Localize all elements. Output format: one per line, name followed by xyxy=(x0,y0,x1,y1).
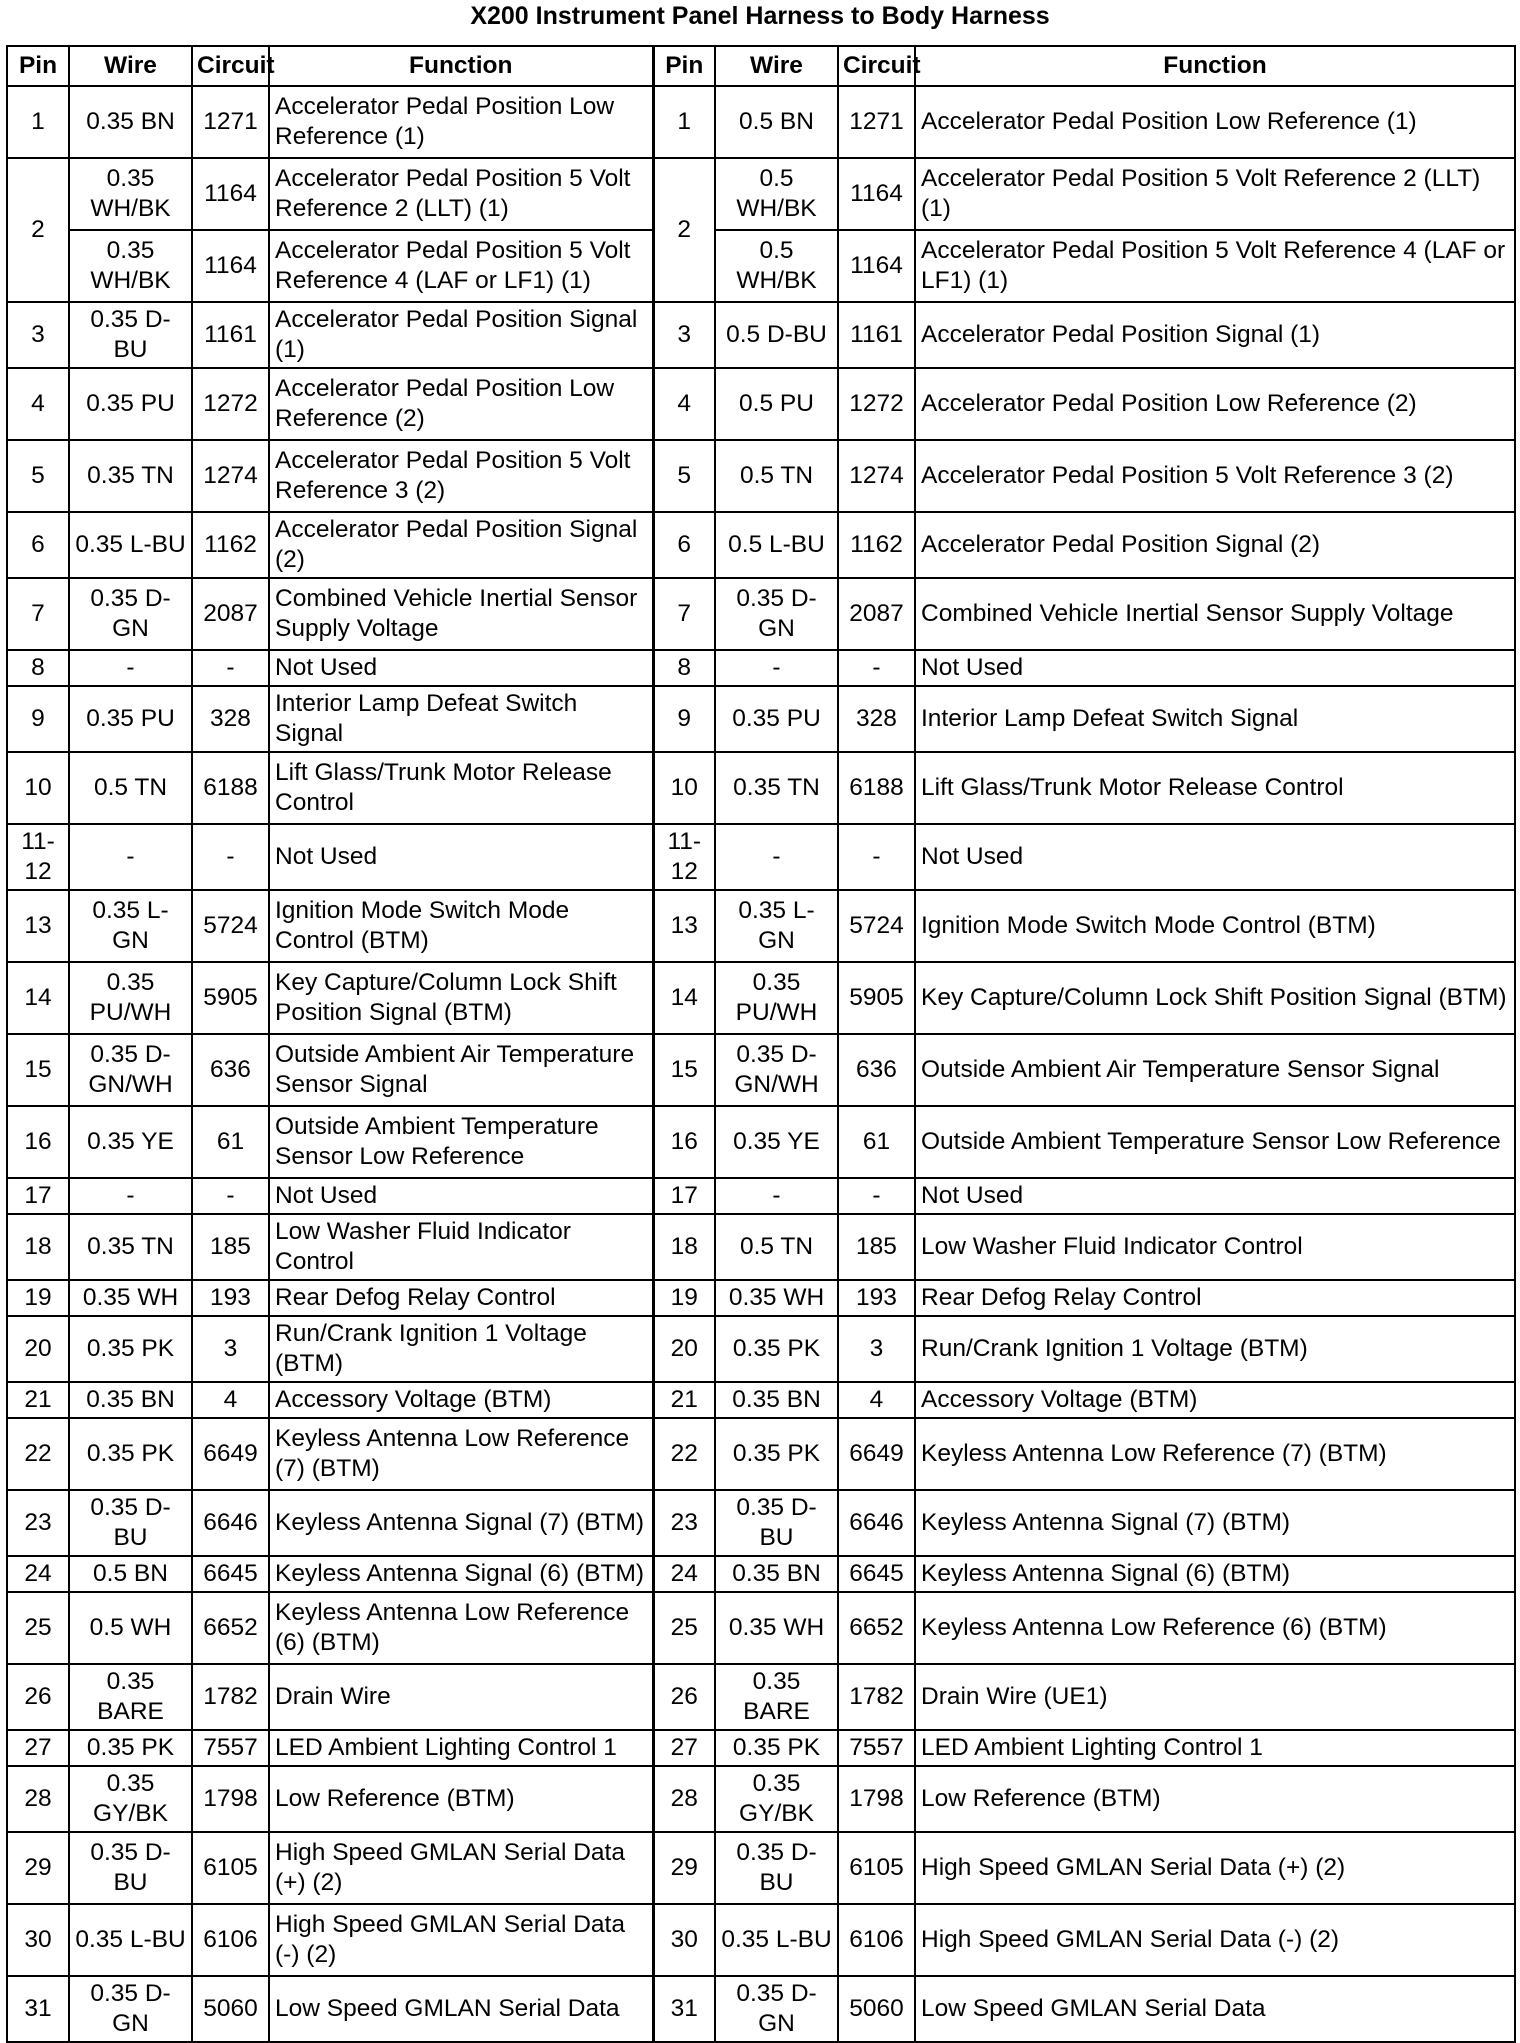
wire-cell-right: 0.35 WH xyxy=(715,1592,838,1664)
wire-cell-left: 0.5 BN xyxy=(69,1556,192,1592)
wire-cell-left: 0.35 D-BU xyxy=(69,1832,192,1904)
wire-cell-left: 0.35 BN xyxy=(69,1382,192,1418)
function-cell-left: Accelerator Pedal Position 5 Volt Reference 4 (LAF or LF1) (1) xyxy=(269,230,653,302)
function-cell-left: Rear Defog Relay Control xyxy=(269,1280,653,1316)
wire-cell-left: 0.35 D-GN xyxy=(69,1976,192,2042)
circuit-cell-left: 6652 xyxy=(192,1592,269,1664)
pin-cell-right: 10 xyxy=(653,752,715,824)
circuit-cell-right: - xyxy=(838,1178,915,1214)
circuit-cell-right: - xyxy=(838,824,915,890)
function-cell-left: Combined Vehicle Inertial Sensor Supply Voltage xyxy=(269,578,653,650)
wire-cell-left: - xyxy=(69,824,192,890)
table-row xyxy=(7,1178,1515,1214)
table-row xyxy=(7,1832,1515,1904)
wire-cell-right: 0.5 PU xyxy=(715,368,838,440)
function-cell-right: Accelerator Pedal Position Signal (1) xyxy=(915,302,1515,368)
circuit-cell-right: 328 xyxy=(838,686,915,752)
wire-cell-left: 0.35 PU xyxy=(69,686,192,752)
circuit-cell-left: 328 xyxy=(192,686,269,752)
circuit-cell-left: 61 xyxy=(192,1106,269,1178)
function-cell-right: Lift Glass/Trunk Motor Release Control xyxy=(915,752,1515,824)
pin-cell-left: 29 xyxy=(7,1832,69,1904)
wire-cell-left: 0.35 PU/WH xyxy=(69,962,192,1034)
wire-cell-left: 0.35 TN xyxy=(69,440,192,512)
circuit-cell-right: 6188 xyxy=(838,752,915,824)
function-cell-right: Low Speed GMLAN Serial Data xyxy=(915,1976,1515,2042)
circuit-cell-left: 1272 xyxy=(192,368,269,440)
circuit-cell-left: 6646 xyxy=(192,1490,269,1556)
wire-cell-right: 0.35 GY/BK xyxy=(715,1766,838,1832)
circuit-cell-right: 193 xyxy=(838,1280,915,1316)
circuit-cell-left: 3 xyxy=(192,1316,269,1382)
function-cell-left: Low Speed GMLAN Serial Data xyxy=(269,1976,653,2042)
pin-cell-right: 23 xyxy=(653,1490,715,1556)
wire-cell-right: - xyxy=(715,1178,838,1214)
pin-cell-right: 30 xyxy=(653,1904,715,1976)
wire-cell-left: 0.35 D-BU xyxy=(69,1490,192,1556)
pin-cell-right: 26 xyxy=(653,1664,715,1730)
pin-cell-right: 7 xyxy=(653,578,715,650)
wire-cell-right: 0.35 BARE xyxy=(715,1664,838,1730)
function-cell-left: Not Used xyxy=(269,824,653,890)
table-row xyxy=(7,1556,1515,1592)
pin-cell-right: 13 xyxy=(653,890,715,962)
table-row xyxy=(7,1766,1515,1832)
pin-cell-left: 13 xyxy=(7,890,69,962)
pin-cell-left: 22 xyxy=(7,1418,69,1490)
circuit-cell-right: 4 xyxy=(838,1382,915,1418)
circuit-cell-left: 1162 xyxy=(192,512,269,578)
function-cell-left: Accelerator Pedal Position 5 Volt Reference 3 (2) xyxy=(269,440,653,512)
table-row xyxy=(7,650,1515,686)
wire-cell-left: 0.35 L-BU xyxy=(69,1904,192,1976)
circuit-cell-right: 6646 xyxy=(838,1490,915,1556)
wire-cell-right: - xyxy=(715,824,838,890)
function-cell-left: High Speed GMLAN Serial Data (-) (2) xyxy=(269,1904,653,1976)
function-cell-right: Keyless Antenna Signal (6) (BTM) xyxy=(915,1556,1515,1592)
function-cell-right: Accelerator Pedal Position Signal (2) xyxy=(915,512,1515,578)
circuit-cell-left: - xyxy=(192,824,269,890)
pin-cell-right: 3 xyxy=(653,302,715,368)
pin-cell-right: 8 xyxy=(653,650,715,686)
function-cell-left: Keyless Antenna Signal (7) (BTM) xyxy=(269,1490,653,1556)
wire-cell-left: 0.35 BARE xyxy=(69,1664,192,1730)
pin-cell-left: 3 xyxy=(7,302,69,368)
circuit-cell-left: 193 xyxy=(192,1280,269,1316)
header-function-left: Function xyxy=(269,46,653,86)
wire-cell-right: 0.35 BN xyxy=(715,1382,838,1418)
circuit-cell-right: 5905 xyxy=(838,962,915,1034)
circuit-cell-right: 5060 xyxy=(838,1976,915,2042)
function-cell-right: LED Ambient Lighting Control 1 xyxy=(915,1730,1515,1766)
pin-cell-right: 25 xyxy=(653,1592,715,1664)
table-row xyxy=(7,230,1515,302)
pin-cell-right: 20 xyxy=(653,1316,715,1382)
function-cell-left: Keyless Antenna Low Reference (7) (BTM) xyxy=(269,1418,653,1490)
table-row xyxy=(7,578,1515,650)
table-row xyxy=(7,890,1515,962)
function-cell-left: Key Capture/Column Lock Shift Position Signal (BTM) xyxy=(269,962,653,1034)
pin-cell-right: 6 xyxy=(653,512,715,578)
circuit-cell-right: 6649 xyxy=(838,1418,915,1490)
circuit-cell-left: 1274 xyxy=(192,440,269,512)
function-cell-right: Not Used xyxy=(915,1178,1515,1214)
header-wire-left: Wire xyxy=(69,46,192,86)
table-row xyxy=(7,1418,1515,1490)
table-row xyxy=(7,1490,1515,1556)
function-cell-left: Ignition Mode Switch Mode Control (BTM) xyxy=(269,890,653,962)
pin-table xyxy=(6,45,1516,2043)
function-cell-right: Not Used xyxy=(915,824,1515,890)
wire-cell-right: 0.5 TN xyxy=(715,1214,838,1280)
wire-cell-left: 0.5 WH xyxy=(69,1592,192,1664)
table-row xyxy=(7,752,1515,824)
function-cell-right: Low Washer Fluid Indicator Control xyxy=(915,1214,1515,1280)
table-row xyxy=(7,1034,1515,1106)
function-cell-right: Accelerator Pedal Position 5 Volt Reference 2 (LLT) (1) xyxy=(915,158,1515,230)
function-cell-right: Outside Ambient Air Temperature Sensor Signal xyxy=(915,1034,1515,1106)
wire-cell-left: 0.35 GY/BK xyxy=(69,1766,192,1832)
pin-cell-left: 28 xyxy=(7,1766,69,1832)
function-cell-right: Accessory Voltage (BTM) xyxy=(915,1382,1515,1418)
wire-cell-right: - xyxy=(715,650,838,686)
table-row xyxy=(7,1106,1515,1178)
circuit-cell-right: 1274 xyxy=(838,440,915,512)
wire-cell-left: 0.35 YE xyxy=(69,1106,192,1178)
wire-cell-left: 0.35 PK xyxy=(69,1418,192,1490)
table-row xyxy=(7,1976,1515,2042)
circuit-cell-left: 4 xyxy=(192,1382,269,1418)
function-cell-right: Key Capture/Column Lock Shift Position Signal (BTM) xyxy=(915,962,1515,1034)
wire-cell-left: 0.35 D-BU xyxy=(69,302,192,368)
pin-cell-left: 30 xyxy=(7,1904,69,1976)
table-row xyxy=(7,1664,1515,1730)
circuit-cell-left: 1164 xyxy=(192,230,269,302)
table-row xyxy=(7,158,1515,230)
circuit-cell-right: 1162 xyxy=(838,512,915,578)
pin-cell-right: 15 xyxy=(653,1034,715,1106)
wire-cell-right: 0.5 WH/BK xyxy=(715,230,838,302)
circuit-cell-right: 61 xyxy=(838,1106,915,1178)
circuit-cell-right: 6106 xyxy=(838,1904,915,1976)
function-cell-right: Not Used xyxy=(915,650,1515,686)
circuit-cell-right: 1271 xyxy=(838,86,915,158)
pin-cell-right: 27 xyxy=(653,1730,715,1766)
function-cell-left: Not Used xyxy=(269,1178,653,1214)
pin-cell-right: 29 xyxy=(653,1832,715,1904)
function-cell-right: Run/Crank Ignition 1 Voltage (BTM) xyxy=(915,1316,1515,1382)
wire-cell-left: 0.35 L-GN xyxy=(69,890,192,962)
pin-cell-left: 5 xyxy=(7,440,69,512)
pin-cell-left: 17 xyxy=(7,1178,69,1214)
circuit-cell-left: 6645 xyxy=(192,1556,269,1592)
function-cell-right: Ignition Mode Switch Mode Control (BTM) xyxy=(915,890,1515,962)
function-cell-right: Accelerator Pedal Position 5 Volt Reference 4 (LAF or LF1) (1) xyxy=(915,230,1515,302)
table-row xyxy=(7,1382,1515,1418)
wire-cell-left: 0.35 D-GN/WH xyxy=(69,1034,192,1106)
pin-cell-left: 27 xyxy=(7,1730,69,1766)
function-cell-right: Drain Wire (UE1) xyxy=(915,1664,1515,1730)
header-pin-right: Pin xyxy=(653,46,715,86)
circuit-cell-left: 6105 xyxy=(192,1832,269,1904)
function-cell-right: Low Reference (BTM) xyxy=(915,1766,1515,1832)
wire-cell-left: 0.35 BN xyxy=(69,86,192,158)
circuit-cell-right: 636 xyxy=(838,1034,915,1106)
circuit-cell-right: 2087 xyxy=(838,578,915,650)
pin-cell-right: 9 xyxy=(653,686,715,752)
function-cell-left: Outside Ambient Temperature Sensor Low Reference xyxy=(269,1106,653,1178)
pin-cell-right: 1 xyxy=(653,86,715,158)
circuit-cell-left: 1782 xyxy=(192,1664,269,1730)
pin-cell-left: 15 xyxy=(7,1034,69,1106)
function-cell-left: Accelerator Pedal Position Signal (1) xyxy=(269,302,653,368)
function-cell-right: Accelerator Pedal Position Low Reference (2) xyxy=(915,368,1515,440)
wire-cell-right: 0.35 TN xyxy=(715,752,838,824)
function-cell-left: Not Used xyxy=(269,650,653,686)
wire-cell-right: 0.35 PU/WH xyxy=(715,962,838,1034)
wire-cell-right: 0.5 WH/BK xyxy=(715,158,838,230)
function-cell-left: Run/Crank Ignition 1 Voltage (BTM) xyxy=(269,1316,653,1382)
pin-cell-left: 31 xyxy=(7,1976,69,2042)
circuit-cell-right: 7557 xyxy=(838,1730,915,1766)
header-function-right: Function xyxy=(915,46,1515,86)
table-row xyxy=(7,302,1515,368)
function-cell-left: Outside Ambient Air Temperature Sensor Signal xyxy=(269,1034,653,1106)
function-cell-right: Keyless Antenna Low Reference (6) (BTM) xyxy=(915,1592,1515,1664)
circuit-cell-left: 1271 xyxy=(192,86,269,158)
wire-cell-left: 0.35 TN xyxy=(69,1214,192,1280)
header-pin-left: Pin xyxy=(7,46,69,86)
wire-cell-left: 0.35 PK xyxy=(69,1730,192,1766)
wire-cell-right: 0.5 TN xyxy=(715,440,838,512)
circuit-cell-right: 1782 xyxy=(838,1664,915,1730)
table-row xyxy=(7,1904,1515,1976)
function-cell-left: High Speed GMLAN Serial Data (+) (2) xyxy=(269,1832,653,1904)
pin-cell-right: 24 xyxy=(653,1556,715,1592)
wire-cell-left: - xyxy=(69,650,192,686)
wire-cell-right: 0.5 L-BU xyxy=(715,512,838,578)
pin-cell-left: 10 xyxy=(7,752,69,824)
pin-cell-left: 2 xyxy=(7,158,69,302)
wire-cell-left: 0.35 D-GN xyxy=(69,578,192,650)
wire-cell-right: 0.35 PK xyxy=(715,1418,838,1490)
wire-cell-right: 0.5 BN xyxy=(715,86,838,158)
pin-cell-left: 8 xyxy=(7,650,69,686)
circuit-cell-right: - xyxy=(838,650,915,686)
function-cell-left: Interior Lamp Defeat Switch Signal xyxy=(269,686,653,752)
pin-cell-right: 18 xyxy=(653,1214,715,1280)
table-row xyxy=(7,512,1515,578)
function-cell-left: Accessory Voltage (BTM) xyxy=(269,1382,653,1418)
pin-cell-right: 11-12 xyxy=(653,824,715,890)
pin-cell-left: 25 xyxy=(7,1592,69,1664)
circuit-cell-right: 6105 xyxy=(838,1832,915,1904)
pin-cell-right: 2 xyxy=(653,158,715,302)
circuit-cell-right: 6645 xyxy=(838,1556,915,1592)
pin-cell-left: 26 xyxy=(7,1664,69,1730)
table-row xyxy=(7,1280,1515,1316)
wire-cell-left: 0.35 PU xyxy=(69,368,192,440)
header-row xyxy=(7,46,1515,86)
wire-cell-right: 0.35 PK xyxy=(715,1730,838,1766)
pin-cell-left: 16 xyxy=(7,1106,69,1178)
header-circuit-left: Circuit xyxy=(192,46,269,86)
header-circuit-right: Circuit xyxy=(838,46,915,86)
pin-cell-right: 5 xyxy=(653,440,715,512)
circuit-cell-right: 1798 xyxy=(838,1766,915,1832)
circuit-cell-left: 7557 xyxy=(192,1730,269,1766)
pin-cell-left: 9 xyxy=(7,686,69,752)
pin-cell-left: 23 xyxy=(7,1490,69,1556)
pin-cell-left: 21 xyxy=(7,1382,69,1418)
table-row xyxy=(7,686,1515,752)
page-title: X200 Instrument Panel Harness to Body Harness xyxy=(470,2,1050,30)
function-cell-left: Accelerator Pedal Position Low Reference (1) xyxy=(269,86,653,158)
wire-cell-right: 0.5 D-BU xyxy=(715,302,838,368)
pin-cell-left: 6 xyxy=(7,512,69,578)
circuit-cell-right: 185 xyxy=(838,1214,915,1280)
wire-cell-right: 0.35 BN xyxy=(715,1556,838,1592)
circuit-cell-left: 6188 xyxy=(192,752,269,824)
table-row xyxy=(7,1316,1515,1382)
circuit-cell-right: 1161 xyxy=(838,302,915,368)
circuit-cell-left: 1164 xyxy=(192,158,269,230)
pin-cell-left: 20 xyxy=(7,1316,69,1382)
pin-cell-right: 31 xyxy=(653,1976,715,2042)
wire-cell-left: - xyxy=(69,1178,192,1214)
pin-cell-right: 14 xyxy=(653,962,715,1034)
wire-cell-right: 0.35 WH xyxy=(715,1280,838,1316)
circuit-cell-left: 2087 xyxy=(192,578,269,650)
table-row xyxy=(7,824,1515,890)
function-cell-left: Keyless Antenna Low Reference (6) (BTM) xyxy=(269,1592,653,1664)
pin-cell-left: 4 xyxy=(7,368,69,440)
pin-cell-left: 1 xyxy=(7,86,69,158)
circuit-cell-left: 1161 xyxy=(192,302,269,368)
wire-cell-right: 0.35 PU xyxy=(715,686,838,752)
wire-cell-right: 0.35 D-GN xyxy=(715,1976,838,2042)
circuit-cell-left: - xyxy=(192,650,269,686)
table-row xyxy=(7,962,1515,1034)
wire-cell-right: 0.35 D-BU xyxy=(715,1832,838,1904)
pin-cell-right: 4 xyxy=(653,368,715,440)
circuit-cell-right: 5724 xyxy=(838,890,915,962)
function-cell-left: Lift Glass/Trunk Motor Release Control xyxy=(269,752,653,824)
wire-cell-right: 0.35 D-GN xyxy=(715,578,838,650)
table-row xyxy=(7,1214,1515,1280)
function-cell-left: LED Ambient Lighting Control 1 xyxy=(269,1730,653,1766)
wire-cell-right: 0.35 YE xyxy=(715,1106,838,1178)
pin-cell-left: 24 xyxy=(7,1556,69,1592)
circuit-cell-left: 1798 xyxy=(192,1766,269,1832)
wire-cell-right: 0.35 L-BU xyxy=(715,1904,838,1976)
circuit-cell-left: 5724 xyxy=(192,890,269,962)
function-cell-left: Accelerator Pedal Position Low Reference (2) xyxy=(269,368,653,440)
table-row xyxy=(7,86,1515,158)
circuit-cell-left: 6649 xyxy=(192,1418,269,1490)
circuit-cell-right: 6652 xyxy=(838,1592,915,1664)
wire-cell-left: 0.35 WH/BK xyxy=(69,158,192,230)
function-cell-right: Accelerator Pedal Position 5 Volt Reference 3 (2) xyxy=(915,440,1515,512)
function-cell-right: High Speed GMLAN Serial Data (-) (2) xyxy=(915,1904,1515,1976)
pin-cell-right: 21 xyxy=(653,1382,715,1418)
wire-cell-left: 0.35 PK xyxy=(69,1316,192,1382)
function-cell-right: Interior Lamp Defeat Switch Signal xyxy=(915,686,1515,752)
function-cell-right: Accelerator Pedal Position Low Reference (1) xyxy=(915,86,1515,158)
pin-cell-right: 19 xyxy=(653,1280,715,1316)
pin-cell-left: 14 xyxy=(7,962,69,1034)
circuit-cell-right: 3 xyxy=(838,1316,915,1382)
header-wire-right: Wire xyxy=(715,46,838,86)
circuit-cell-left: 5060 xyxy=(192,1976,269,2042)
circuit-cell-left: 636 xyxy=(192,1034,269,1106)
function-cell-left: Low Reference (BTM) xyxy=(269,1766,653,1832)
circuit-cell-left: 5905 xyxy=(192,962,269,1034)
wire-cell-left: 0.35 L-BU xyxy=(69,512,192,578)
pin-cell-right: 16 xyxy=(653,1106,715,1178)
pin-cell-left: 19 xyxy=(7,1280,69,1316)
wire-cell-left: 0.35 WH/BK xyxy=(69,230,192,302)
wire-cell-right: 0.35 L-GN xyxy=(715,890,838,962)
wire-cell-left: 0.35 WH xyxy=(69,1280,192,1316)
circuit-cell-right: 1164 xyxy=(838,158,915,230)
pin-cell-right: 17 xyxy=(653,1178,715,1214)
circuit-cell-right: 1272 xyxy=(838,368,915,440)
table-row xyxy=(7,368,1515,440)
pin-cell-right: 28 xyxy=(653,1766,715,1832)
circuit-cell-right: 1164 xyxy=(838,230,915,302)
function-cell-left: Keyless Antenna Signal (6) (BTM) xyxy=(269,1556,653,1592)
function-cell-right: Outside Ambient Temperature Sensor Low Reference xyxy=(915,1106,1515,1178)
function-cell-left: Low Washer Fluid Indicator Control xyxy=(269,1214,653,1280)
wire-cell-right: 0.35 D-BU xyxy=(715,1490,838,1556)
function-cell-left: Drain Wire xyxy=(269,1664,653,1730)
function-cell-left: Accelerator Pedal Position Signal (2) xyxy=(269,512,653,578)
wire-cell-right: 0.35 PK xyxy=(715,1316,838,1382)
table-row xyxy=(7,440,1515,512)
pin-cell-right: 22 xyxy=(653,1418,715,1490)
function-cell-left: Accelerator Pedal Position 5 Volt Reference 2 (LLT) (1) xyxy=(269,158,653,230)
wire-cell-left: 0.5 TN xyxy=(69,752,192,824)
wire-cell-right: 0.35 D-GN/WH xyxy=(715,1034,838,1106)
circuit-cell-left: - xyxy=(192,1178,269,1214)
table-row xyxy=(7,1730,1515,1766)
function-cell-right: Rear Defog Relay Control xyxy=(915,1280,1515,1316)
pin-cell-left: 11-12 xyxy=(7,824,69,890)
pin-cell-left: 18 xyxy=(7,1214,69,1280)
circuit-cell-left: 185 xyxy=(192,1214,269,1280)
function-cell-right: High Speed GMLAN Serial Data (+) (2) xyxy=(915,1832,1515,1904)
table-row xyxy=(7,1592,1515,1664)
function-cell-right: Combined Vehicle Inertial Sensor Supply Voltage xyxy=(915,578,1515,650)
function-cell-right: Keyless Antenna Low Reference (7) (BTM) xyxy=(915,1418,1515,1490)
pin-cell-left: 7 xyxy=(7,578,69,650)
circuit-cell-left: 6106 xyxy=(192,1904,269,1976)
function-cell-right: Keyless Antenna Signal (7) (BTM) xyxy=(915,1490,1515,1556)
